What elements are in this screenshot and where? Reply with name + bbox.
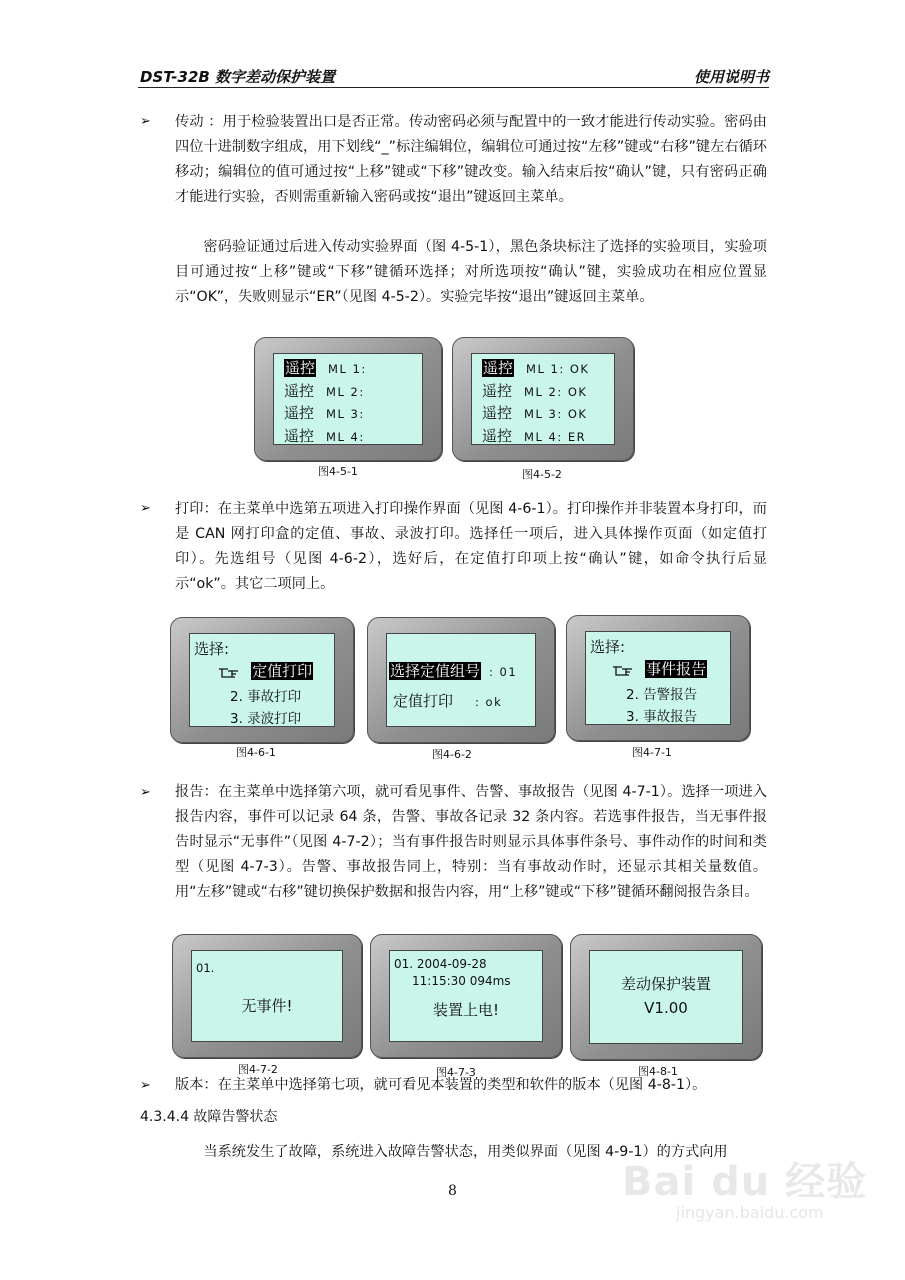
ml-code: ML 2: <box>326 385 365 399</box>
menu-item-selected: 遥控 <box>285 359 316 377</box>
page-number: 8 <box>448 1183 457 1199</box>
menu-item: 3. 录波打印 <box>230 711 302 727</box>
ml-code: ML 3: <box>326 407 365 421</box>
field-value: : ok <box>475 695 503 709</box>
ml-result: ML 3: OK <box>524 407 588 421</box>
lcd-display <box>585 631 731 725</box>
ml-result: ML 1: OK <box>526 362 590 376</box>
lcd-display <box>389 950 543 1042</box>
para-transmission-2: 密码验证通过后进入传动实验界面（图 4-5-1），黑色条块标注了选择的实验项目，实验项目可通过按“上移”键或“下移”键循环选择；对所选项按“确认”键，实验成功在相应位置显示“OK”，失败则显示“ER”（见图 4-5-2）。实验完毕按“退出”键返回主菜单。 <box>175 239 767 305</box>
lcd-display <box>386 633 536 727</box>
pointing-hand-icon <box>612 663 634 677</box>
lcd-display <box>273 353 423 445</box>
para-version: 版本：在主菜单中选择第七项，就可看见本装置的类型和软件的版本（见图 4-8-1）。 <box>175 1077 707 1093</box>
lcd-display <box>189 633 335 727</box>
menu-item: 遥控 <box>482 427 513 445</box>
header-title: DST-32B 数字差动保护装置 <box>140 68 336 86</box>
lcd-screen-4-7-3 <box>370 934 562 1058</box>
menu-item: 2. 事故打印 <box>230 689 302 705</box>
para-transmission: 传动 ：用于检验装置出口是否正常。传动密码必须与配置中的一致才能进行传动实验。密码由四位十进制数字组成，用下划线“_”标注编辑位，编辑位可通过按“左移”键或“右移”键左右循环移动；编辑位的值可通过按“上移”键或“下移”键改变。输入结束后按“确认”键，只有密码正确才能进行实验，否则需重新输入密码或按“退出”键返回主菜单。 <box>175 114 767 205</box>
figure-caption: 图4-5-2 <box>522 468 562 481</box>
event-message: 无事件! <box>241 997 293 1015</box>
figure-caption: 图4-8-1 <box>638 1065 678 1078</box>
para-fault: 当系统发生了故障，系统进入故障告警状态，用类似界面（见图 4-9-1）的方式向用 <box>203 1144 728 1160</box>
figure-caption: 图4-7-2 <box>238 1063 278 1076</box>
select-title: 选择: <box>590 638 626 656</box>
baidu-watermark-url: jingyan.baidu.com <box>676 1203 824 1222</box>
figure-caption: 图4-7-1 <box>632 746 672 759</box>
select-title: 选择: <box>194 640 230 658</box>
lcd-screen-4-5-2 <box>452 337 634 461</box>
bullet-icon: ➢ <box>140 785 151 800</box>
menu-item: 3. 事故报告 <box>626 709 698 725</box>
lcd-screen-4-5-1 <box>254 337 442 461</box>
bullet-icon: ➢ <box>140 114 151 129</box>
bullet-icon: ➢ <box>140 501 151 516</box>
lcd-display <box>191 950 343 1042</box>
bullet-icon: ➢ <box>140 1078 151 1093</box>
section-heading: 4.3.4.4 故障告警状态 <box>140 1109 278 1125</box>
figure-caption: 图4-6-2 <box>432 748 472 761</box>
ml-result: ML 2: OK <box>524 385 588 399</box>
menu-item-selected: 定值打印 <box>252 662 313 680</box>
pointing-hand-icon <box>218 665 240 679</box>
para-report: 报告：在主菜单中选择第六项，就可看见事件、告警、事故报告（见图 4-7-1）。选择一项进入报告内容，事件可以记录 64 条，告警、事故各记录 32 条内容。若选事件报告，当无事件报告时显示“无事件”（见图 4-7-2）；当有事件报告时则显示具体事件条号、事件动作的时间和类型（见图 4-7-3）。告警、事故报告同上，特别：当有事故动作时，还显示其相关量数值。用“左移”键或“右移”键切换保护数据和报告内容，用“上移”键或“下移”键循环翻阅报告条目。 <box>175 784 767 900</box>
figure-caption: 图4-5-1 <box>318 465 358 478</box>
device-name: 差动保护装置 <box>620 975 711 993</box>
event-index: 01. <box>196 961 215 975</box>
lcd-screen-4-7-1 <box>566 615 750 741</box>
event-message: 装置上电! <box>432 1001 499 1019</box>
lcd-screen-4-6-2 <box>367 617 555 743</box>
menu-item: 遥控 <box>284 404 315 422</box>
menu-item-selected: 遥控 <box>483 359 514 377</box>
menu-item: 遥控 <box>482 404 513 422</box>
lcd-display <box>471 353 615 445</box>
figure-caption: 图4-7-3 <box>436 1066 476 1079</box>
figure-caption: 图4-6-1 <box>236 746 276 759</box>
lcd-display <box>589 950 743 1044</box>
header-manual-label: 使用说明书 <box>693 68 769 86</box>
field-label-selected: 选择定值组号 <box>390 662 481 680</box>
field-value: : 01 <box>489 665 518 679</box>
menu-item: 遥控 <box>284 382 315 400</box>
event-date: 01. 2004-09-28 <box>394 957 487 971</box>
ml-code: ML 4: <box>326 430 365 444</box>
event-time: 11:15:30 094ms <box>412 974 511 988</box>
ml-result: ML 4: ER <box>524 430 587 444</box>
lcd-screen-4-7-2 <box>172 934 362 1058</box>
menu-item: 遥控 <box>284 427 315 445</box>
baidu-watermark-logo: Bai du 经验 <box>622 1159 868 1205</box>
menu-item: 遥控 <box>482 382 513 400</box>
header-rule <box>138 87 769 88</box>
lcd-screen-4-6-1 <box>170 617 354 743</box>
field-label: 定值打印 <box>393 692 454 710</box>
para-print: 打印：在主菜单中选第五项进入打印操作界面（见图 4-6-1）。打印操作并非装置本身打印，而是 CAN 网打印盒的定值、事故、录波打印。选择任一项后，进入具体操作页面（如定值打印）。先选组号（见图 4-6-2），选好后，在定值打印项上按“确认”键，如命令执行后显示“ok”。其它二项同上。 <box>175 501 767 592</box>
lcd-screen-4-8-1 <box>570 934 762 1060</box>
menu-item: 2. 告警报告 <box>626 687 698 703</box>
software-version: V1.00 <box>644 999 688 1017</box>
menu-item-selected: 事件报告 <box>646 660 707 678</box>
ml-code: ML 1: <box>328 362 367 376</box>
